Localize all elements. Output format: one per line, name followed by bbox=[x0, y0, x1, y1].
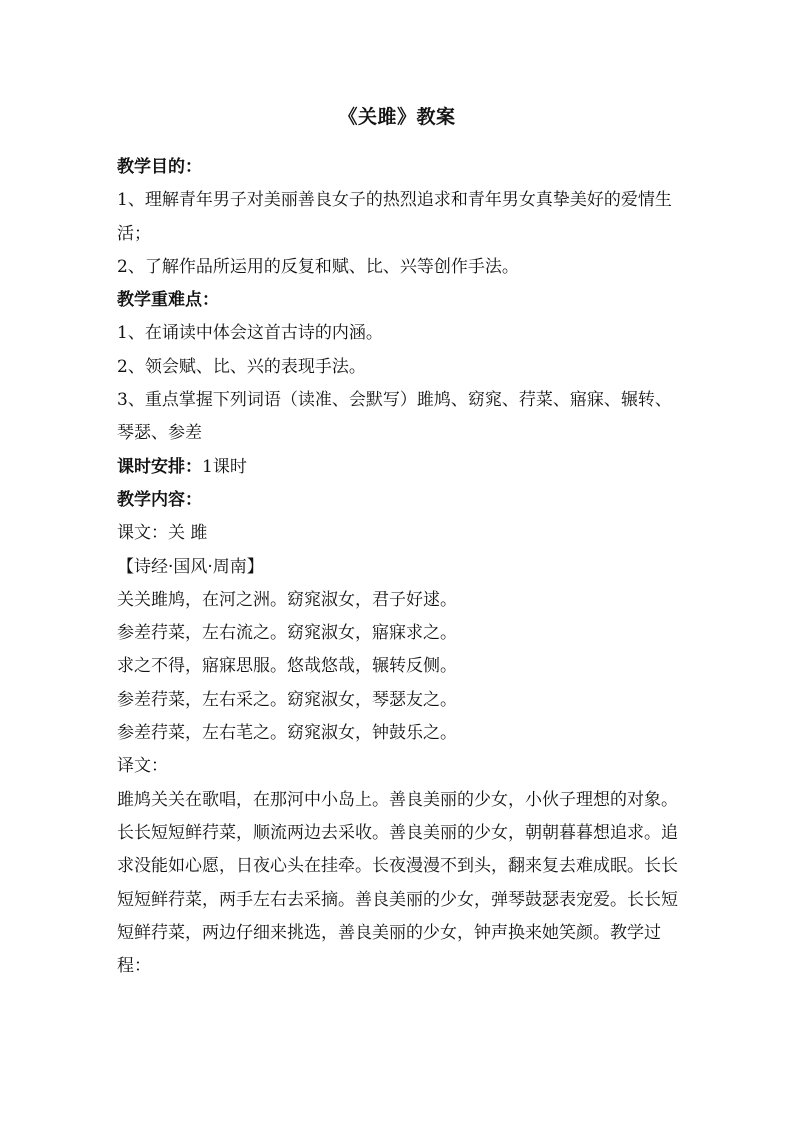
poem-line: 参差荇菜，左右流之。窈窕淑女，寤寐求之。 bbox=[117, 623, 457, 644]
translation-paragraph: 长长短短鲜荇菜，顺流两边去采收。善良美丽的少女，朝朝暮暮想追求。追求没能如心愿，日夜心头在挂牵。长夜漫漫不到头，翻来复去难成眠。长长短短鲜荇菜，两手左右去采摘。善良美丽的少女，弹琴鼓瑟表宠爱。长长短短鲜荇菜，两边仔细来挑选，善良美丽的少女，钟声换来她笑颜。教学过程： bbox=[117, 822, 678, 977]
schedule-line bbox=[117, 451, 682, 484]
key-points-heading: 教学重难点： bbox=[117, 290, 219, 311]
key-point-item: 2、领会赋、比、兴的表现手法。 bbox=[117, 356, 366, 377]
text-label: 课文：关 雎 bbox=[117, 523, 208, 544]
objective-item: 2、了解作品所运用的反复和赋、比、兴等创作手法。 bbox=[117, 256, 519, 277]
objectives-heading: 教学目的： bbox=[117, 157, 202, 177]
translation-paragraph: 雎鸠关关在歌唱，在那河中小岛上。善良美丽的少女，小伙子理想的对象。 bbox=[117, 789, 678, 810]
schedule-value: 1课时 bbox=[202, 456, 247, 477]
poem-line: 关关雎鸠，在河之洲。窈窕淑女，君子好逑。 bbox=[117, 589, 457, 610]
translation-label: 译文： bbox=[117, 756, 168, 777]
poem-line: 参差荇菜，左右采之。窈窕淑女，琴瑟友之。 bbox=[117, 689, 457, 710]
key-point-item: 1、在诵读中体会这首古诗的内涵。 bbox=[117, 323, 383, 344]
document-body bbox=[117, 151, 682, 983]
poem-line: 参差荇菜，左右芼之。窈窕淑女，钟鼓乐之。 bbox=[117, 723, 457, 744]
content-heading: 教学内容： bbox=[117, 489, 202, 510]
poem-line: 求之不得，寤寐思服。悠哉悠哉，辗转反侧。 bbox=[117, 656, 457, 677]
key-point-item: 3、重点掌握下列词语（读准、会默写）雎鸠、窈窕、荇菜、寤寐、辗转、琴瑟、参差 bbox=[117, 390, 672, 444]
schedule-label: 课时安排： bbox=[117, 456, 202, 477]
objective-item: 1、理解青年男子对美丽善良女子的热烈追求和青年男女真挚美好的爱情生活； bbox=[117, 190, 672, 244]
poem-source: 【诗经·国风·周南】 bbox=[117, 556, 264, 577]
document-title: 《关雎》教案 bbox=[338, 106, 456, 128]
